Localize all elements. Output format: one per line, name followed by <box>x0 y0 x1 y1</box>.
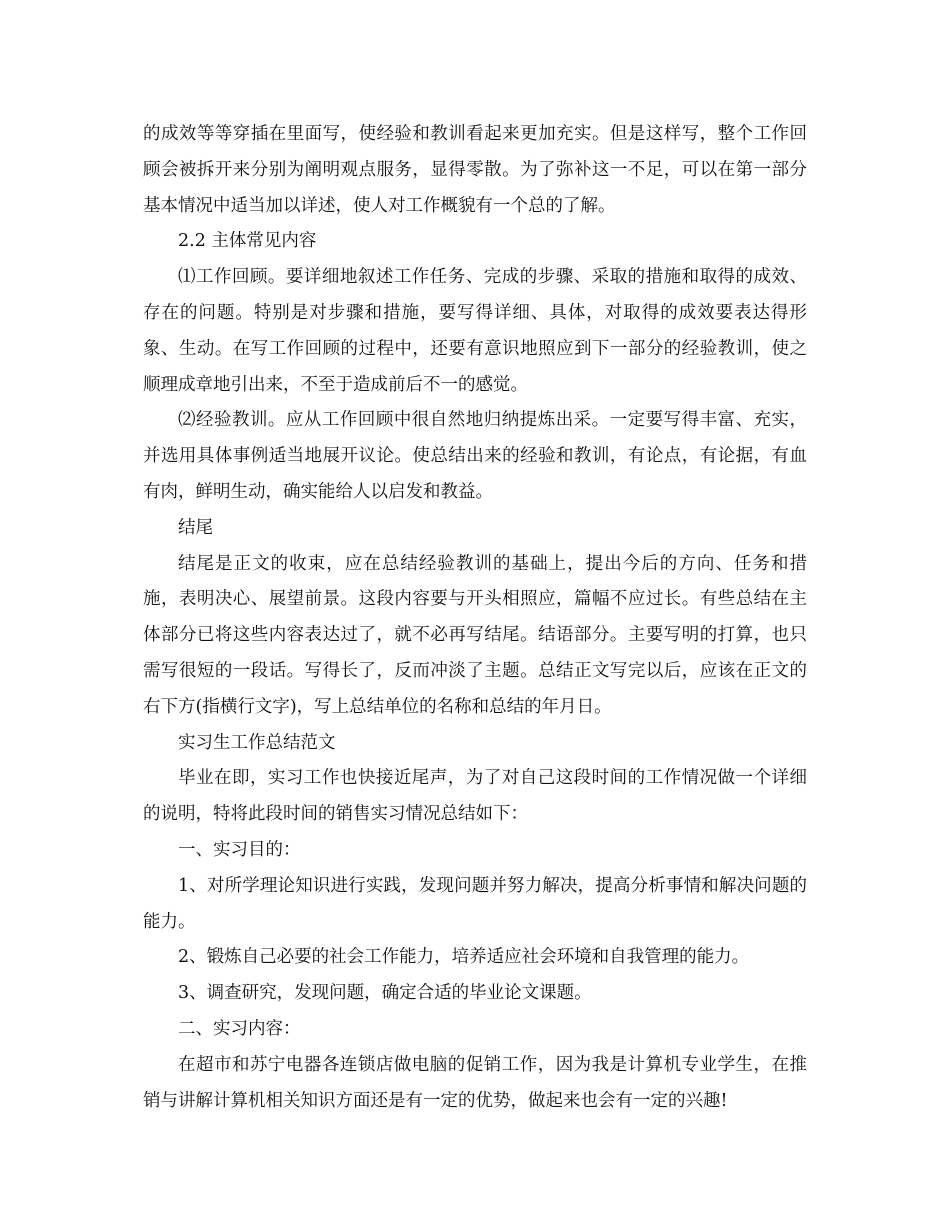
paragraph: ⑵经验教训。应从工作回顾中很自然地归纳提炼出采。一定要写得丰富、充实，并选用具体事例适当地展开议论。使总结出来的经验和教训，有论点，有论据，有血有肉，鲜明生动，确实能给人以启发和教益。 <box>143 410 807 502</box>
section-heading: 结尾 <box>178 517 213 538</box>
paragraph: 结尾是正文的收束，应在总结经验教训的基础上，提出今后的方向、任务和措施，表明决心、展望前景。这段内容要与开头相照应，篇幅不应过长。有些总结在主体部分已将这些内容表达过了，就不必再写结尾。结语部分。主要写明的打算，也只需写很短的一段话。写得长了，反而冲淡了主题。总结正文写完以后，应该在正文的右下方(指横行文字)，写上总结单位的名称和总结的年月日。 <box>143 553 807 717</box>
paragraph: 在超市和苏宁电器各连锁店做电脑的促销工作，因为我是计算机专业学生，在推销与讲解计算机相关知识方面还是有一定的优势，做起来也会有一定的兴趣! <box>143 1054 807 1111</box>
list-item: 3、调查研究，发现问题，确定合适的毕业论文课题。 <box>178 983 592 1004</box>
document-body <box>143 117 807 1119</box>
paragraph: ⑴工作回顾。要详细地叙述工作任务、完成的步骤、采取的措施和取得的成效、存在的问题。特别是对步骤和措施，要写得详细、具体，对取得的成效要表达得形象、生动。在写工作回顾的过程中，还要有意识地照应到下一部分的经验教训，使之顺理成章地引出来，不至于造成前后不一的感觉。 <box>143 267 807 395</box>
list-item: 2、锻炼自己必要的社会工作能力，培养适应社会环境和自我管理的能力。 <box>178 947 750 968</box>
paragraph: 的成效等等穿插在里面写，使经验和教训看起来更加充实。但是这样写，整个工作回顾会被拆开来分别为阐明观点服务，显得零散。为了弥补这一不足，可以在第一部分基本情况中适当加以详述，使人对工作概貌有一个总的了解。 <box>143 124 807 216</box>
section-heading: 实习生工作总结范文 <box>178 732 336 753</box>
section-heading: 二、实习内容： <box>178 1018 301 1039</box>
section-heading: 2.2 主体常见内容 <box>178 231 317 252</box>
paragraph: 毕业在即，实习工作也快接近尾声，为了对自己这段时间的工作情况做一个详细的说明，特将此段时间的销售实习情况总结如下： <box>143 768 807 825</box>
list-item: 1、对所学理论知识进行实践，发现问题并努力解决，提高分析事情和解决问题的能力。 <box>143 875 807 932</box>
section-heading: 一、实习目的： <box>178 839 301 860</box>
